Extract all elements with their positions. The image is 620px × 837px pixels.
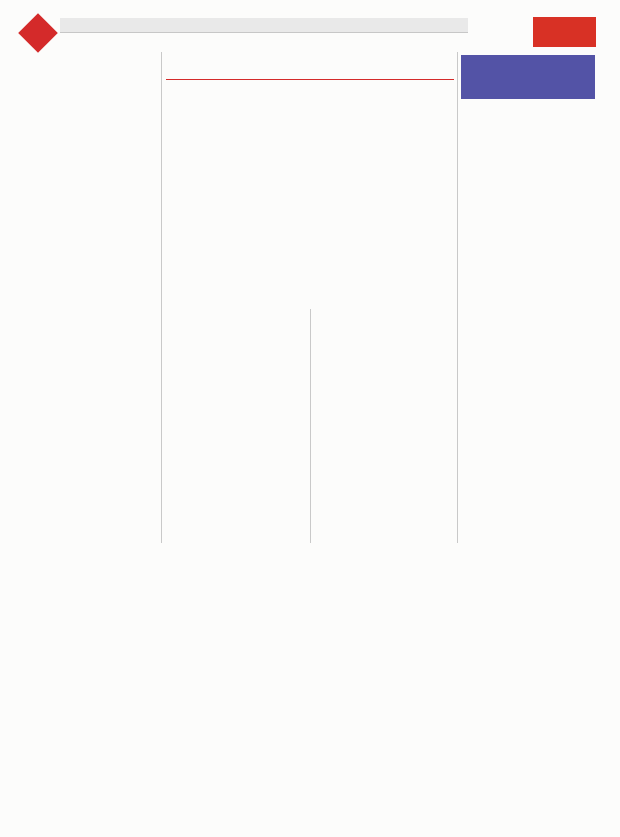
text-column-middle-left xyxy=(166,309,304,543)
text-column-right xyxy=(461,52,595,543)
column-divider xyxy=(161,52,162,543)
column-divider xyxy=(457,52,458,543)
page-number-badge xyxy=(18,13,58,53)
column-divider xyxy=(310,309,311,543)
text-column-left xyxy=(28,52,156,543)
headline-rule xyxy=(166,79,454,80)
text-column-middle-right xyxy=(316,309,454,543)
newspaper-logo xyxy=(533,17,596,47)
section-bar xyxy=(60,18,468,33)
